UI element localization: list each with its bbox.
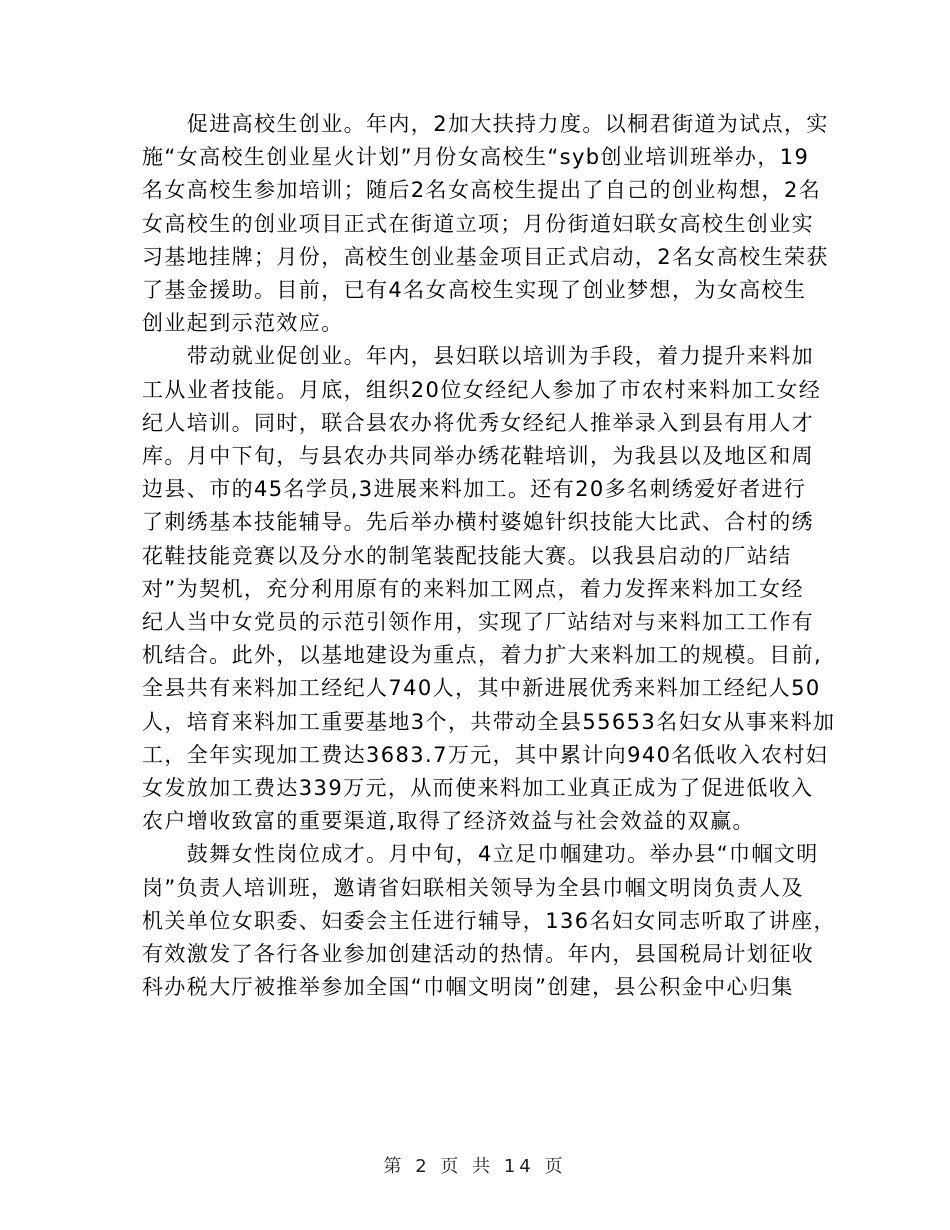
text-line: 创业起到示范效应。 — [142, 311, 344, 336]
text-line: 边县、市的45名学员,3进展来料加工。还有20多名刺绣爱好者进行 — [142, 477, 807, 502]
text-line: 科办税大厅被推举参加全国“巾帼文明岗”创建，县公积金中心归集 — [142, 975, 794, 1000]
page-number-footer: 第 2 页 共 14 页 — [383, 1156, 567, 1177]
text-line: 有效激发了各行各业参加创建活动的热情。年内，县国税局计划征收 — [142, 942, 814, 967]
text-line: 带动就业促创业。年内，县妇联以培训为手段，着力提升来料加 — [142, 344, 814, 369]
text-line: 纪人培训。同时，联合县农办将优秀女经纪人推举录入到县有用人才 — [142, 410, 814, 435]
text-line: 施“女高校生创业星火计划”月份女高校生“syb创业培训班举办，19 — [142, 145, 810, 170]
text-line: 机结合。此外，以基地建设为重点，着力扩大来料加工的规模。目前, — [142, 643, 823, 668]
text-line: 机关单位女职委、妇委会主任进行辅导，136名妇女同志听取了讲座， — [142, 908, 836, 933]
text-line: 对”为契机，充分利用原有的来料加工网点，着力发挥来料加工女经 — [142, 576, 804, 601]
text-line: 工，全年实现加工费达3683.7万元，其中累计向940名低收入农村妇 — [142, 742, 829, 767]
text-line: 纪人当中女党员的示范引领作用，实现了厂站结对与来料加工工作有 — [142, 610, 814, 635]
text-line: 人，培育来料加工重要基地3个，共带动全县55653名妇女从事来料加 — [142, 709, 836, 734]
text-line: 工从业者技能。月底，组织20位女经纪人参加了市农村来料加工女经 — [142, 377, 822, 402]
text-line: 促进高校生创业。年内，2加大扶持力度。以桐君街道为试点，实 — [142, 112, 829, 136]
text-line: 习基地挂牌；月份，高校生创业基金项目正式启动，2名女高校生荣获 — [142, 244, 829, 269]
text-line: 岗”负责人培训班，邀请省妇联相关领导为全县巾帼文明岗负责人及 — [142, 875, 804, 900]
text-line: 库。月中下旬，与县农办共同举办绣花鞋培训，为我县以及地区和周 — [142, 444, 814, 469]
text-line: 女发放加工费达339万元，从而使来料加工业真正成为了促进低收入 — [142, 776, 814, 801]
text-line: 女高校生的创业项目正式在街道立项；月份街道妇联女高校生创业实 — [142, 211, 814, 236]
text-line: 花鞋技能竞赛以及分水的制笔装配技能大赛。以我县启动的厂站结 — [142, 543, 792, 568]
text-line: 了刺绣基本技能辅导。先后举办横村婆媳针织技能大比武、合村的绣 — [142, 510, 814, 535]
text-line: 全县共有来料加工经纪人740人，其中新进展优秀来料加工经纪人50 — [142, 676, 821, 701]
paragraph-women-career — [142, 838, 836, 1004]
paragraph-employment-entrepreneurship — [142, 340, 836, 838]
text-line: 农户增收致富的重要渠道,取得了经济效益与社会效益的双赢。 — [142, 809, 755, 834]
text-line: 名女高校生参加培训；随后2名女高校生提出了自己的创业构想，2名 — [142, 178, 822, 203]
text-line: 鼓舞女性岗位成才。月中旬，4立足巾帼建功。举办县“巾帼文明 — [142, 842, 819, 867]
paragraph-student-entrepreneurship — [142, 108, 829, 340]
text-line: 了基金援助。目前，已有4名女高校生实现了创业梦想，为女高校生 — [142, 278, 807, 303]
document-body — [142, 108, 836, 1004]
